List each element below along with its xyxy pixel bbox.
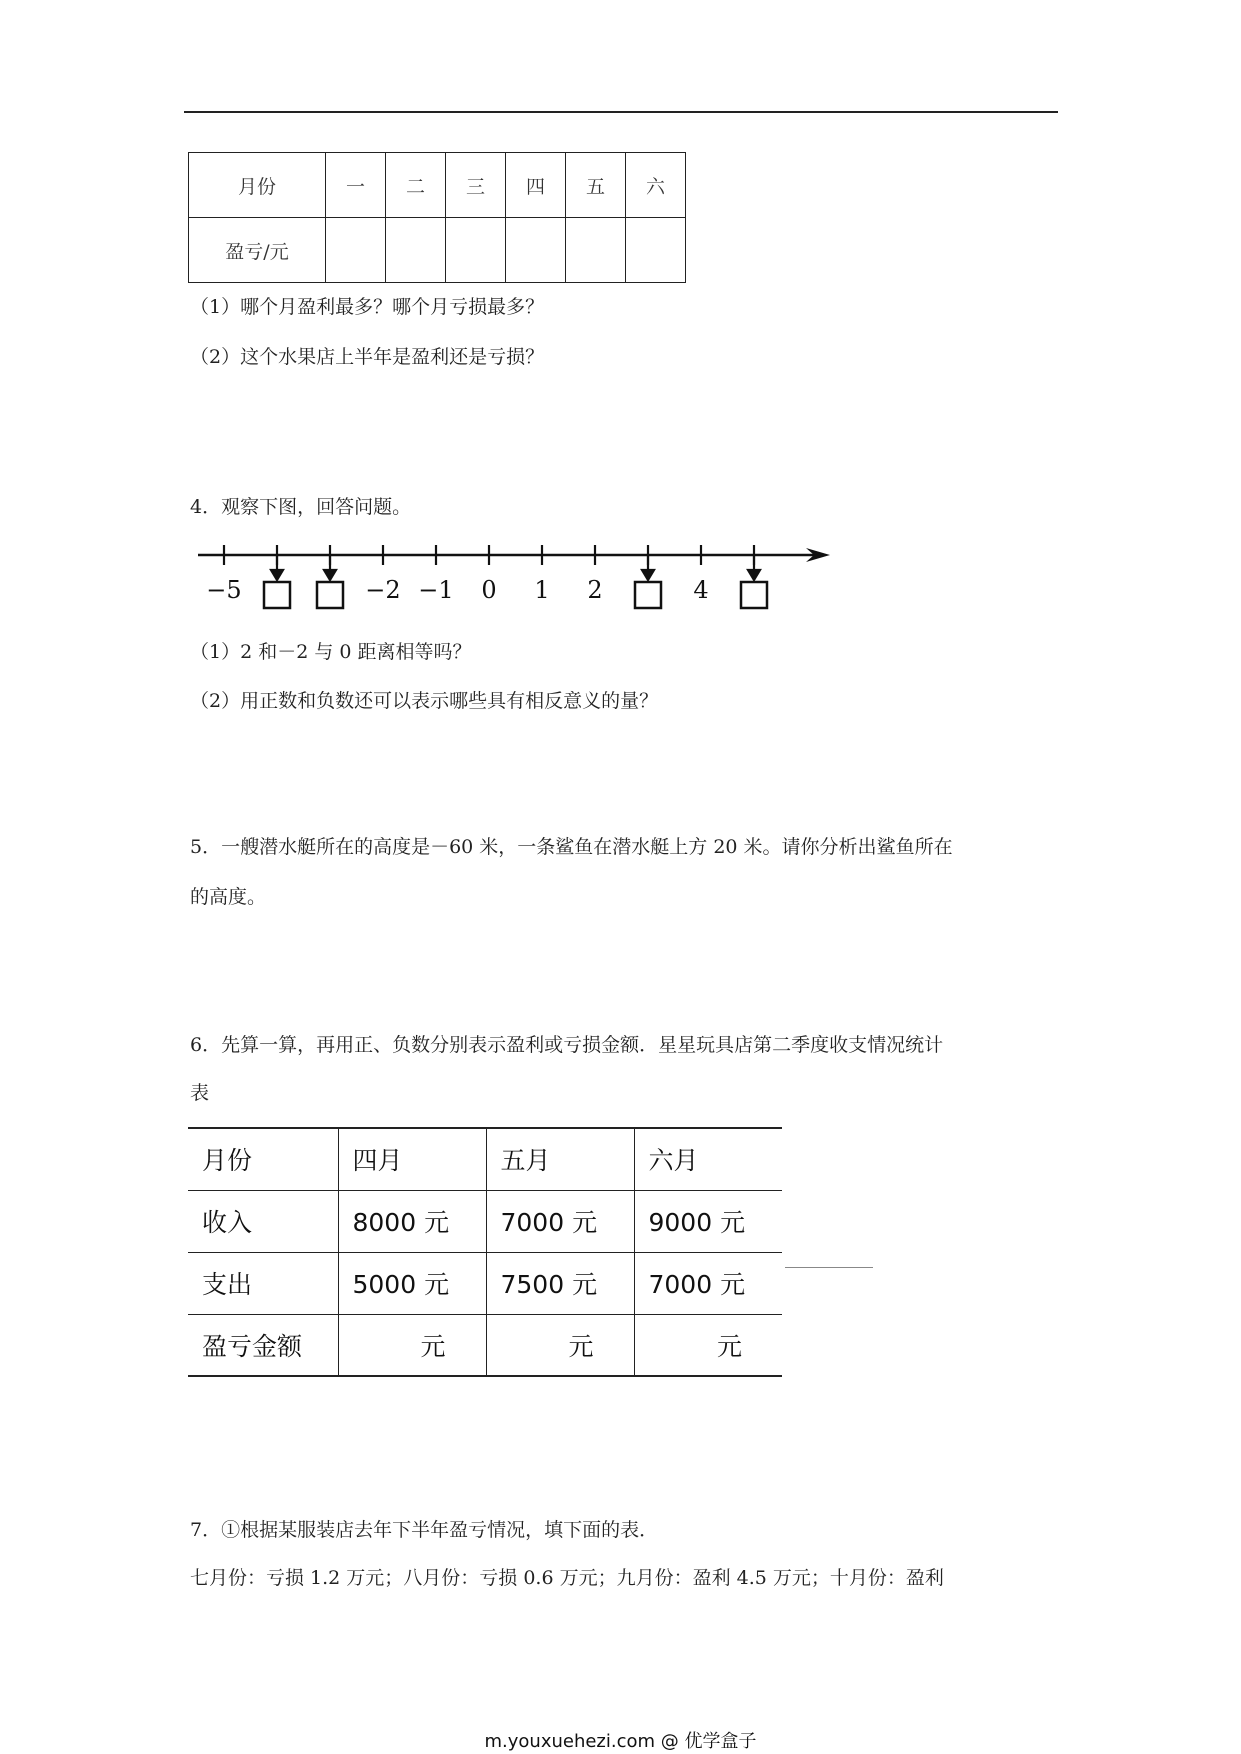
answer-box[interactable] [741,582,767,608]
number-label: −5 [206,576,242,604]
table-header-cell: 五月 [486,1128,634,1190]
blank-answer-cell[interactable] [566,218,626,283]
month-cell: 三 [446,153,506,218]
profit-table-first-half [188,152,686,283]
table-header-cell: 月份 [188,1128,338,1190]
row-label-cell: 支出 [188,1252,338,1314]
number-label: 4 [693,576,709,604]
q4-title: 4．观察下图，回答问题。 [190,496,412,518]
value-cell: 8000 元 [338,1190,486,1252]
row-label-cell: 盈亏金额 [188,1314,338,1376]
table-row [188,1314,782,1376]
row-label-cell: 收入 [188,1190,338,1252]
answer-cell[interactable]: 元 [634,1314,782,1376]
answer-cell[interactable]: 元 [486,1314,634,1376]
q6-line1: 6．先算一算，再用正、负数分别表示盈利或亏损金额．星星玩具店第二季度收支情况统计 [190,1034,944,1056]
table-row [188,1190,782,1252]
number-line [180,530,840,615]
answer-box[interactable] [635,582,661,608]
q3-sub1: （1）哪个月盈利最多？哪个月亏损最多？ [190,296,545,318]
number-label: −2 [365,576,401,604]
value-cell: 7000 元 [634,1252,782,1314]
month-cell: 二 [386,153,446,218]
blank-answer-cell[interactable] [446,218,506,283]
row-label-cell: 盈亏/元 [189,218,326,283]
footer-watermark: m.youxuehezi.com @ 优学盒子 [484,1731,757,1752]
table-row [188,1128,782,1190]
table-row [189,153,686,218]
value-cell: 7500 元 [486,1252,634,1314]
blank-answer-cell[interactable] [386,218,446,283]
value-cell: 7000 元 [486,1190,634,1252]
answer-box[interactable] [317,582,343,608]
value-cell: 9000 元 [634,1190,782,1252]
q3-sub2: （2）这个水果店上半年是盈利还是亏损？ [190,346,545,368]
down-arrow-icon [642,555,654,580]
blank-answer-cell[interactable] [326,218,386,283]
blank-answer-cell[interactable] [626,218,686,283]
answer-cell[interactable]: 元 [338,1314,486,1376]
month-cell: 六 [626,153,686,218]
down-arrow-icon [271,555,283,580]
table-header-cell: 四月 [338,1128,486,1190]
month-cell: 一 [326,153,386,218]
down-arrow-icon [324,555,336,580]
q7-line2: 七月份：亏损 1.2 万元；八月份：亏损 0.6 万元；九月份：盈利 4.5 万元；十月份：盈利 [190,1567,944,1589]
q5-line2: 的高度。 [190,886,267,908]
q6-line2: 表 [190,1082,210,1104]
table-header-cell: 六月 [634,1128,782,1190]
table-header-cell: 月份 [189,153,326,218]
down-arrow-icon [748,555,760,580]
number-label: −1 [418,576,454,604]
month-cell: 五 [566,153,626,218]
header-rule [184,111,1058,113]
answer-box[interactable] [264,582,290,608]
month-cell: 四 [506,153,566,218]
q5-line1: 5．一艘潜水艇所在的高度是－60 米，一条鲨鱼在潜水艇上方 20 米。请你分析出鲨鱼所在 [190,836,953,858]
stray-rule [785,1267,873,1268]
table-row [189,218,686,283]
q7-line1: 7．①根据某服装店去年下半年盈亏情况，填下面的表． [190,1519,659,1541]
number-label: 1 [534,576,550,604]
number-label: 2 [587,576,603,604]
blank-answer-cell[interactable] [506,218,566,283]
value-cell: 5000 元 [338,1252,486,1314]
toy-store-income-table [188,1127,782,1377]
table-row [188,1252,782,1314]
q4-sub1: （1）2 和－2 与 0 距离相等吗？ [190,641,472,663]
q4-sub2: （2）用正数和负数还可以表示哪些具有相反意义的量？ [190,690,659,712]
number-label: 0 [481,576,497,604]
